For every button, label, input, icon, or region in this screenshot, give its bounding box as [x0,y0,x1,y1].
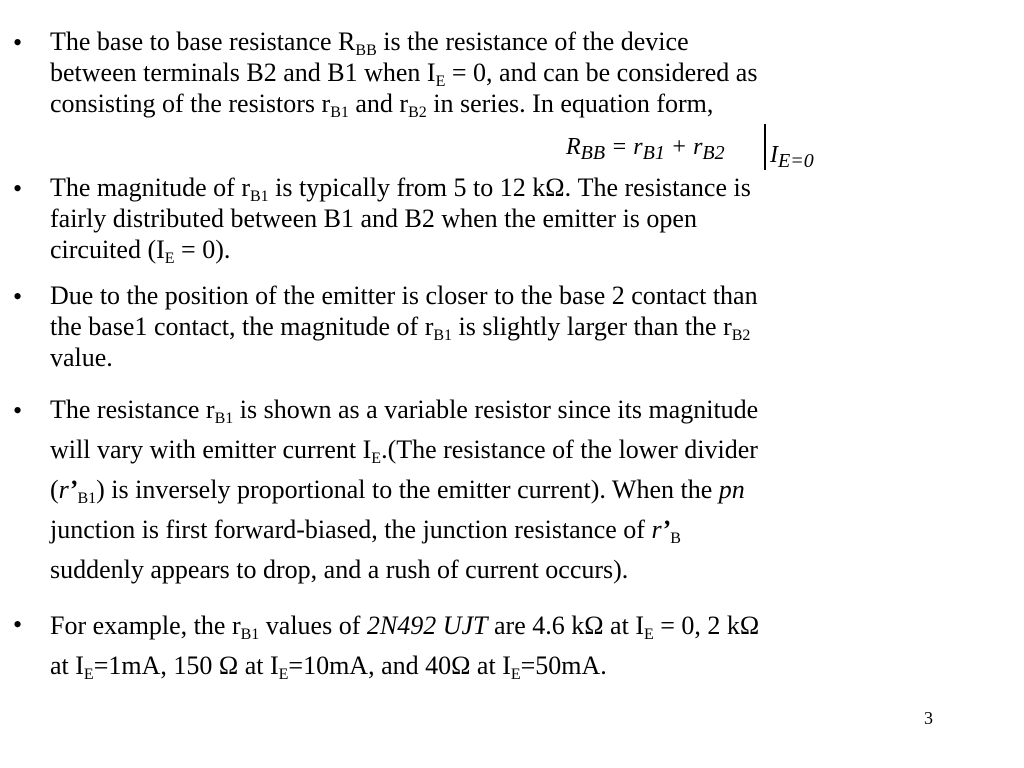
bullet-3-text: Due to the position of the emitter is closer to the base 2 contact than the base1 contact, the magnitude of $r_{B1}$ is slightly larger than the $r_{B2}$ value. [50,281,758,372]
page-number: 3 [924,708,933,728]
evaluation-bar [764,124,766,170]
bullet-4-text: The resistance $r_{B1}$ is shown as a variable resistor since its magnitude will vary with emitter current $I_E.(The$ resistance of the lower divider $(r’_{B1})$ is inversely proportional to the emitter current). When the pn junction is first forward-biased, the junction resistance of $r’_B$ suddenly appears to drop, and a rush of current occurs). [50,395,759,584]
bullet-2-text: The magnitude of $r_{B1}$ is typically from 5 to 12 kΩ. The resistance is fairly distributed between B1 and B2 when the emitter is open circuited $(I_E = 0)$. [50,173,751,267]
bullet-marker: • [13,28,23,57]
bullet-5-text: For example, the $r_{B1}$ values of 2N492 UJT are 4.6 kΩ at $I_E = 0$, 2 kΩ at $I_E=1mA$, 150 Ω at $I_E=10mA$, and 40Ω at $I_E=50mA$. [50,611,760,683]
equation-condition: $I_{E=0}$ [770,142,814,172]
bullet-1-text: The base to base resistance $R_{BB}$ is the resistance of the device between terminals B2 and B1 when $I_E = 0$, and can be considered as consisting of the resistors $r_{B1}$ and $r_{B2}$ in series. In equation form, [50,27,758,121]
bullet-marker: • [13,174,23,203]
bullet-marker: • [13,282,23,311]
equation-expression: $R_{BB} = r_{B1} + r_{B2}$ [566,134,725,164]
rbb-equation [566,124,866,174]
bullet-marker: • [13,396,23,425]
bullet-marker: • [13,610,23,639]
